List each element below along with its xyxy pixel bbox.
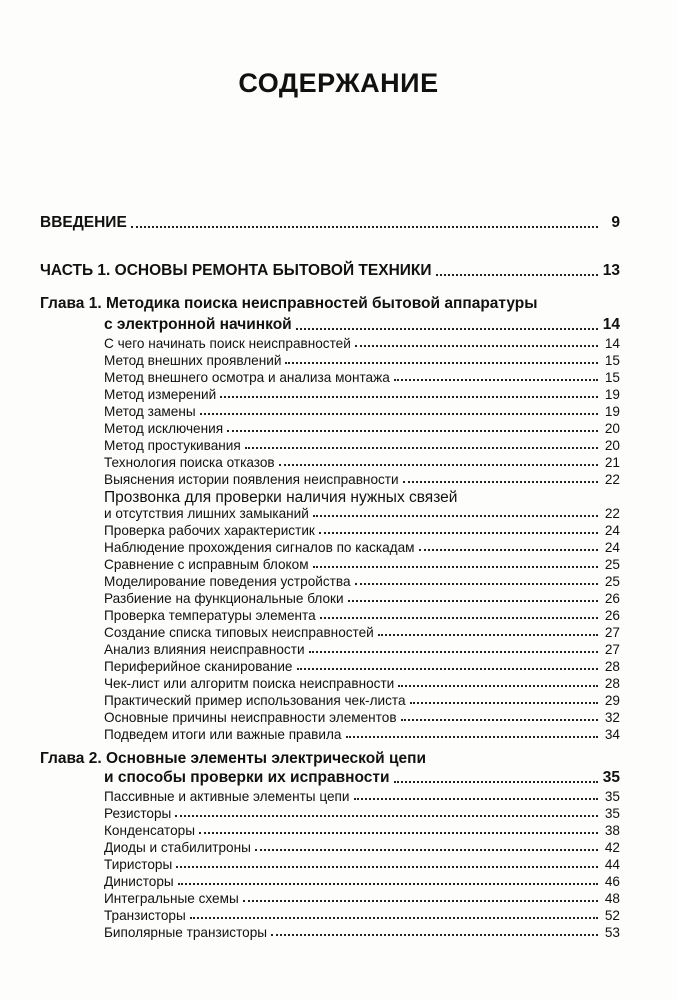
- leader-dots: [313, 566, 598, 568]
- toc-section-label: Метод внешнего осмотра и анализа монтажа: [104, 370, 390, 385]
- leader-dots: [378, 634, 598, 636]
- toc-section-entry[interactable]: [104, 874, 620, 889]
- toc-section-entry[interactable]: [104, 370, 620, 385]
- toc-entry-part1[interactable]: [40, 262, 620, 280]
- toc-section-page: 32: [604, 710, 620, 725]
- leader-dots: [313, 515, 598, 517]
- toc-section-label: Выяснения истории появления неисправности: [104, 472, 399, 487]
- toc-section-entry[interactable]: [104, 823, 620, 838]
- toc-section-entry[interactable]: [104, 642, 620, 657]
- toc-section-entry[interactable]: [104, 387, 620, 402]
- toc-section-page: 26: [604, 608, 620, 623]
- toc-section-page: 26: [604, 591, 620, 606]
- leader-dots: [279, 464, 598, 466]
- toc-section-label: Периферийное сканирование: [104, 659, 293, 674]
- leader-dots: [309, 651, 598, 653]
- toc-section-page: 24: [604, 540, 620, 555]
- toc-section-page: 46: [604, 874, 620, 889]
- toc-label: с электронной начинкой: [104, 316, 292, 333]
- toc-section-label: Проверка рабочих характеристик: [104, 523, 315, 538]
- toc-section-label: и отсутствия лишних замыканий: [104, 506, 309, 521]
- toc-section-entry[interactable]: [104, 540, 620, 555]
- toc-section-label: Метод простукивания: [104, 438, 241, 453]
- toc-section-page: 44: [604, 857, 620, 872]
- leader-dots: [355, 583, 598, 585]
- leader-dots: [176, 866, 598, 868]
- toc-section-entry[interactable]: [104, 404, 620, 419]
- toc-section-entry[interactable]: [104, 506, 620, 521]
- page-title: СОДЕРЖАНИЕ: [238, 68, 439, 98]
- toc-section-label: Практический пример использования чек-листа: [104, 693, 406, 708]
- toc-section-label: Метод внешних проявлений: [104, 353, 282, 368]
- leader-dots: [394, 781, 598, 783]
- leader-dots: [271, 934, 598, 936]
- toc-section-label: Метод исключения: [104, 421, 224, 436]
- toc-section-page: 22: [604, 506, 620, 521]
- toc-section-page: 48: [604, 891, 620, 906]
- toc-section-label: Анализ влияния неисправности: [104, 642, 305, 657]
- toc-section-page: 25: [604, 557, 620, 572]
- toc-section-page: 22: [604, 472, 620, 487]
- toc-section-page: 27: [604, 642, 620, 657]
- toc-section-label: Резисторы: [104, 806, 172, 821]
- toc-entry-chapter1[interactable]: [104, 316, 620, 334]
- toc-section-entry[interactable]: [104, 925, 620, 940]
- toc-section-entry[interactable]: [104, 727, 620, 742]
- toc-section-entry[interactable]: [104, 710, 620, 725]
- toc-section-entry[interactable]: [104, 908, 620, 923]
- toc-entry-intro[interactable]: [40, 214, 620, 232]
- leader-dots: [401, 719, 598, 721]
- leader-dots: [190, 917, 598, 919]
- toc-section-page: 20: [604, 421, 620, 436]
- leader-dots: [403, 481, 598, 483]
- toc-section-page: 35: [604, 806, 620, 821]
- toc-section-label: Создание списка типовых неисправностей: [104, 625, 374, 640]
- leader-dots: [200, 413, 598, 415]
- chapter2-title-line1[interactable]: Глава 2. Основные элементы электрической цепи: [40, 750, 427, 767]
- toc-entry-chapter2[interactable]: [104, 769, 620, 787]
- toc-section-entry[interactable]: [104, 353, 620, 368]
- toc-section-label: Диоды и стабилитроны: [104, 840, 251, 855]
- toc-section-page: 42: [604, 840, 620, 855]
- toc-section-page: 28: [604, 659, 620, 674]
- leader-dots: [398, 685, 598, 687]
- toc-label: ВВЕДЕНИЕ: [40, 214, 127, 231]
- toc-section-entry[interactable]: [104, 676, 620, 691]
- toc-section-page: 52: [604, 908, 620, 923]
- toc-section-entry[interactable]: [104, 523, 620, 538]
- leader-dots: [297, 668, 599, 670]
- leader-dots: [175, 815, 598, 817]
- toc-page: 14: [602, 316, 620, 333]
- toc-section-label: Интегральные схемы: [104, 891, 239, 906]
- toc-section-label: Метод измерений: [104, 387, 217, 402]
- toc-page: 9: [611, 214, 620, 231]
- leader-dots: [255, 849, 598, 851]
- toc-section-entry[interactable]: [104, 438, 620, 453]
- toc-section-entry[interactable]: [104, 625, 620, 640]
- toc-section-label: Наблюдение прохождения сигналов по каскадам: [104, 540, 415, 555]
- toc-section-entry[interactable]: [104, 591, 620, 606]
- toc-section-page: 19: [604, 387, 620, 402]
- toc-section-line1[interactable]: Прозвонка для проверки наличия нужных связей: [104, 489, 458, 506]
- toc-section-entry[interactable]: [104, 806, 620, 821]
- toc-section-entry[interactable]: [104, 472, 620, 487]
- toc-section-entry[interactable]: [104, 891, 620, 906]
- leader-dots: [296, 328, 598, 330]
- toc-section-page: 27: [604, 625, 620, 640]
- leader-dots: [319, 532, 598, 534]
- toc-section-label: Чек-лист или алгоритм поиска неисправности: [104, 676, 395, 691]
- leader-dots: [346, 736, 599, 738]
- toc-section-page: 53: [604, 925, 620, 940]
- toc-page: 35: [602, 769, 620, 786]
- leader-dots: [436, 274, 598, 276]
- toc-section-page: 34: [604, 727, 620, 742]
- toc-section-page: 15: [604, 353, 620, 368]
- toc-section-entry[interactable]: [104, 574, 620, 589]
- toc-section-label: Динисторы: [104, 874, 174, 889]
- toc-page: 13: [602, 262, 620, 279]
- toc-section-page: 29: [604, 693, 620, 708]
- toc-section-page: 38: [604, 823, 620, 838]
- toc-label: ЧАСТЬ 1. ОСНОВЫ РЕМОНТА БЫТОВОЙ ТЕХНИКИ: [40, 262, 432, 279]
- leader-dots: [410, 702, 598, 704]
- toc-section-label: Конденсаторы: [104, 823, 196, 838]
- toc-section-label: Пассивные и активные элементы цепи: [104, 789, 350, 804]
- toc-section-label: Подведем итоги или важные правила: [104, 727, 342, 742]
- leader-dots: [354, 798, 598, 800]
- chapter1-title-line1[interactable]: Глава 1. Методика поиска неисправностей бытовой аппаратуры: [40, 295, 538, 312]
- toc-section-entry[interactable]: [104, 840, 620, 855]
- toc-section-label: Тиристоры: [104, 857, 173, 872]
- leader-dots: [419, 549, 598, 551]
- toc-section-label: Разбиение на функциональные блоки: [104, 591, 344, 606]
- leader-dots: [199, 832, 598, 834]
- toc-section-page: 14: [604, 336, 620, 351]
- toc-section-entry[interactable]: [104, 608, 620, 623]
- leader-dots: [355, 345, 598, 347]
- leader-dots: [245, 447, 598, 449]
- leader-dots: [131, 226, 598, 228]
- toc-section-page: 19: [604, 404, 620, 419]
- toc-label: и способы проверки их исправности: [104, 769, 390, 786]
- leader-dots: [243, 900, 598, 902]
- toc-section-label: Основные причины неисправности элементов: [104, 710, 397, 725]
- toc-section-label: Моделирование поведения устройства: [104, 574, 351, 589]
- toc-section-entry[interactable]: [104, 421, 620, 436]
- toc-section-entry[interactable]: [104, 336, 620, 351]
- toc-section-entry[interactable]: [104, 557, 620, 572]
- toc-section-label: Проверка температуры элемента: [104, 608, 316, 623]
- toc-section-label: Биполярные транзисторы: [104, 925, 268, 940]
- leader-dots: [178, 883, 598, 885]
- toc-section-label: Технология поиска отказов: [104, 455, 275, 470]
- toc-section-label: Метод замены: [104, 404, 196, 419]
- toc-section-page: 35: [604, 789, 620, 804]
- toc-section-label: С чего начинать поиск неисправностей: [104, 336, 351, 351]
- toc-section-entry[interactable]: [104, 857, 620, 872]
- toc-section-page: 20: [604, 438, 620, 453]
- leader-dots: [227, 430, 598, 432]
- leader-dots: [348, 600, 598, 602]
- toc-section-label: Транзисторы: [104, 908, 186, 923]
- toc-section-page: 28: [604, 676, 620, 691]
- toc-section-page: 15: [604, 370, 620, 385]
- toc-section-entry[interactable]: [104, 693, 620, 708]
- toc-section-entry[interactable]: [104, 455, 620, 470]
- leader-dots: [394, 379, 598, 381]
- leader-dots: [220, 396, 598, 398]
- leader-dots: [320, 617, 598, 619]
- toc-section-entry[interactable]: [104, 789, 620, 804]
- toc-section-label: Сравнение с исправным блоком: [104, 557, 309, 572]
- leader-dots: [285, 362, 598, 364]
- toc-section-page: 25: [604, 574, 620, 589]
- toc-section-page: 24: [604, 523, 620, 538]
- toc-section-entry[interactable]: [104, 659, 620, 674]
- toc-section-page: 21: [604, 455, 620, 470]
